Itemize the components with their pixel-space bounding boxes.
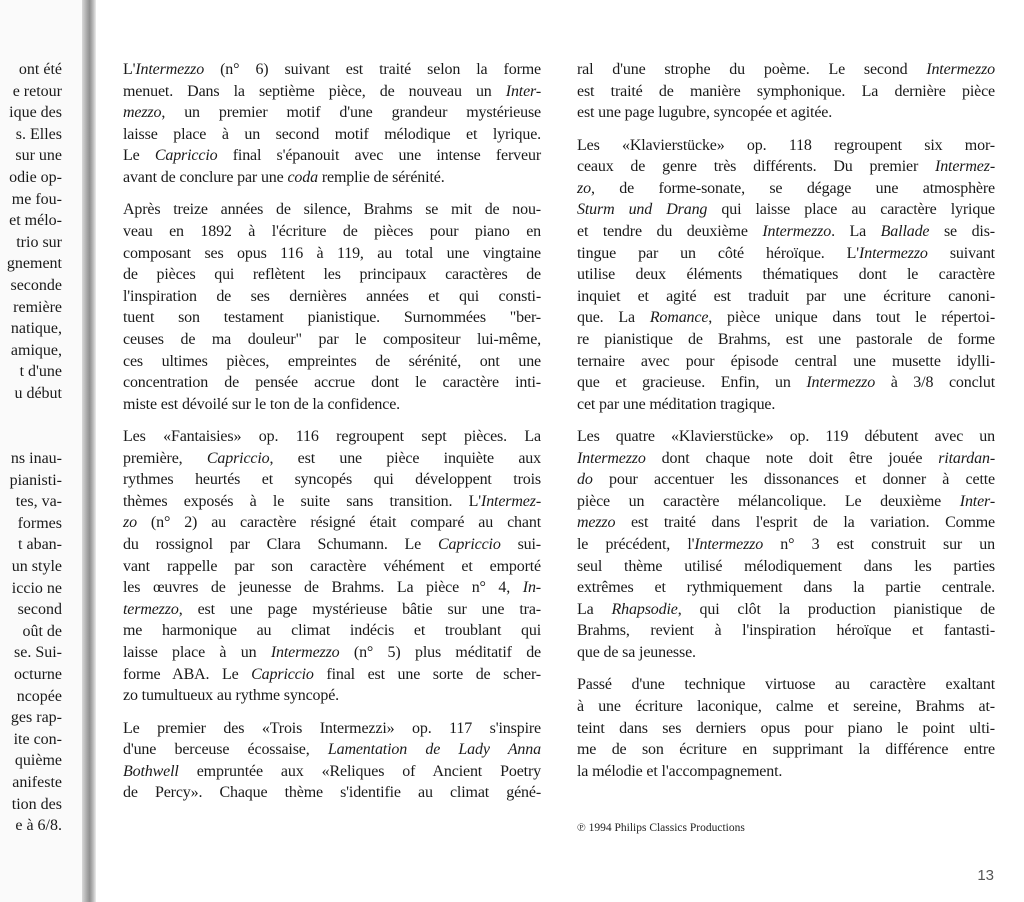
text-line: L'Intermezzo (n° 6) suivant est traité selon la forme — [123, 61, 541, 78]
facing-page-line: ges rap- — [10, 709, 62, 727]
text-line: composant ses opus 116 à 119, au total une vingtaine — [123, 244, 541, 262]
text-line: Brahms, revient à l'inspiration héroïque et fantasti- — [577, 622, 995, 640]
facing-page-line: trio sur — [16, 233, 62, 251]
text-line: la mélodie et l'accompagnement. — [577, 762, 783, 780]
facing-page-fragment — [0, 0, 84, 902]
text-line: que. La Romance, pièce unique dans tout le répertoi- — [577, 309, 995, 327]
text-line: zo (n° 2) au caractère résigné était comparé au chant — [123, 514, 541, 532]
facing-page-line: tes, va- — [15, 493, 62, 511]
text-line: que de sa jeunesse. — [577, 644, 696, 662]
text-line: vant rappelle par son caractère véhément et emporté — [123, 557, 541, 575]
facing-page-line: remière — [13, 298, 62, 316]
paragraph — [577, 674, 995, 782]
facing-page-line: seconde — [10, 276, 62, 294]
text-line: termezzo, est une page mystérieuse bâtie sur une tra- — [123, 600, 541, 618]
text-line: à une écriture laconique, calme et sereine, Brahms at- — [577, 698, 995, 716]
paragraph — [123, 718, 541, 804]
text-line: cet par une méditation tragique. — [577, 395, 776, 413]
text-line: zo, de forme-sonate, se dégage une atmosphère — [577, 179, 995, 197]
text-line: extrêmes et rythmiquement dans la partie centrale. — [577, 579, 995, 597]
text-line: est une page lugubre, syncopée et agitée. — [577, 104, 833, 122]
text-line: est traité de manière symphonique. La dernière pièce — [577, 82, 995, 100]
text-line: me harmonique au climat indécis et troublant qui — [123, 622, 541, 640]
facing-page-line: anifeste — [12, 773, 62, 791]
text-line: ces ultimes pièces, empreintes de sérénité, ont une — [123, 352, 541, 370]
facing-page-line: sur une — [15, 147, 62, 165]
text-line: inquiet et agité est traduit par une écriture canoni- — [577, 287, 995, 305]
text-line: avant de conclure par une coda remplie de sérénité. — [123, 168, 445, 186]
text-line: tingue par un côté héroïque. L'Intermezzo suivant — [577, 244, 995, 262]
facing-page-line: octurne — [14, 665, 62, 683]
facing-page-line: odie op- — [9, 168, 62, 186]
facing-page-line: et mélo- — [9, 212, 62, 230]
facing-page-line: se. Sui- — [14, 644, 62, 662]
text-column-right — [577, 59, 995, 793]
text-line: Les «Fantaisies» op. 116 regroupent sept pièces. La — [123, 428, 541, 446]
facing-page-line: e à 6/8. — [15, 817, 62, 835]
text-line: tuent son testament pianistique. Surnommées "ber- — [123, 309, 541, 327]
facing-page-line: ite con- — [13, 730, 62, 748]
text-column-left — [123, 59, 541, 815]
facing-page-line: ncopée — [16, 687, 62, 705]
text-line: Passé d'une technique virtuose au caractère exaltant — [577, 676, 995, 694]
paragraph — [577, 135, 995, 416]
facing-page-line: ont été — [18, 61, 62, 78]
facing-page-line: un style — [11, 557, 62, 575]
facing-page-line: s. Elles — [15, 125, 62, 143]
text-line: Intermezzo dont chaque note doit être jouée ritardan- — [577, 449, 995, 467]
facing-page-line: tion des — [11, 795, 62, 813]
text-line: Bothwell empruntée aux «Reliques of Ancient Poetry — [123, 762, 541, 780]
facing-page-line: t d'une — [19, 363, 62, 381]
text-line: concentration de pensée accrue dont le caractère inti- — [123, 374, 541, 392]
text-line: ceuses de ma douleur" par le compositeur lui-même, — [123, 330, 541, 348]
text-line: rythmes heurtés et syncopés qui développent trois — [123, 471, 541, 489]
facing-page-line: u début — [14, 384, 62, 402]
text-line: le précédent, l'Intermezzo n° 3 est construit sur un — [577, 536, 995, 554]
text-line: première, Capriccio, est une pièce inquiète aux — [123, 449, 541, 467]
text-line: zo tumultueux au rythme syncopé. — [123, 687, 340, 705]
text-line: La Rhapsodie, qui clôt la production pianistique de — [577, 600, 995, 618]
text-line: l'inspiration de ses dernières années et qui consti- — [123, 287, 541, 305]
text-line: mezzo, un premier motif d'une grandeur mystérieuse — [123, 104, 541, 122]
text-line: mezzo est traité dans l'esprit de la variation. Comme — [577, 514, 995, 532]
paragraph — [577, 59, 995, 124]
text-line: Sturm und Drang qui laisse place au caractère lyrique — [577, 201, 995, 219]
text-line: Les «Klavierstücke» op. 118 regroupent six mor- — [577, 136, 995, 154]
copyright-notice: ℗ 1994 Philips Classics Productions — [577, 822, 745, 834]
text-line: forme ABA. Le Capriccio final est une sorte de scher- — [123, 665, 541, 683]
facing-page-line: me fou- — [11, 190, 62, 208]
text-line: laisse place à un Intermezzo (n° 5) plus méditatif de — [123, 644, 541, 662]
facing-page-line: natique, — [10, 320, 62, 338]
text-line: de pièces qui reflètent les principaux caractères de — [123, 266, 541, 284]
facing-page-line: second — [17, 601, 62, 619]
text-line: seul thème utilisé mélodiquement dans les parties — [577, 557, 995, 575]
facing-page-line: gnement — [6, 255, 62, 273]
text-line: Après treize années de silence, Brahms se mit de nou- — [123, 201, 541, 219]
text-line: que et gracieuse. Enfin, un Intermezzo à 3/8 conclut — [577, 374, 995, 392]
text-line: ternaire avec pour épisode central une musette idylli- — [577, 352, 995, 370]
paragraph — [123, 59, 541, 189]
text-line: me de son écriture en supprimant la différence entre — [577, 741, 995, 759]
paragraph — [123, 426, 541, 707]
text-line: teint dans ses derniers opus pour piano le point ulti- — [577, 719, 995, 737]
facing-page-line: t aban- — [18, 536, 62, 554]
facing-page-text-top — [7, 59, 62, 405]
facing-page-line: e retour — [12, 82, 62, 100]
text-line: de Percy». Chaque thème s'identifie au climat géné- — [123, 784, 541, 802]
text-line: utilise deux éléments thématiques dont le caractère — [577, 266, 995, 284]
facing-page-line: iccio ne — [11, 579, 62, 597]
facing-page-text-bottom — [10, 448, 62, 837]
text-line: ceaux de genre très différents. Du premier Intermez- — [577, 158, 995, 176]
text-line: menuet. Dans la septième pièce, de nouveau un Inter- — [123, 82, 541, 100]
text-line: miste est dévoilé sur le ton de la confidence. — [123, 395, 401, 413]
facing-page-line: pianisti- — [9, 471, 62, 489]
text-line: Le Capriccio final s'épanouit avec une intense ferveur — [123, 147, 541, 165]
text-line: Le premier des «Trois Intermezzi» op. 117 s'inspire — [123, 719, 541, 737]
paragraph — [577, 426, 995, 664]
page-number: 13 — [977, 867, 994, 884]
facing-page-line: formes — [17, 514, 62, 532]
facing-page-line: oût de — [22, 622, 62, 640]
text-line: pièce un caractère mélancolique. Le deuxième Inter- — [577, 492, 995, 510]
text-line: re pianistique de Brahms, est une pastorale de forme — [577, 330, 995, 348]
booklet-page — [96, 0, 1024, 902]
facing-page-line: quième — [14, 752, 62, 770]
facing-page-line: ns inau- — [10, 450, 62, 467]
paragraph — [123, 199, 541, 415]
text-line: do pour accentuer les dissonances et donner à cette — [577, 471, 995, 489]
facing-page-line: ique des — [9, 104, 62, 122]
text-line: thèmes exposés à le suite sans transition. L'Intermez- — [123, 492, 541, 510]
text-line: du rossignol par Clara Schumann. Le Capriccio sui- — [123, 536, 541, 554]
text-line: et tendre du deuxième Intermezzo. La Ballade se dis- — [577, 222, 995, 240]
text-line: d'une berceuse écossaise, Lamentation de Lady Anna — [123, 741, 541, 759]
text-line: Les quatre «Klavierstücke» op. 119 débutent avec un — [577, 428, 995, 446]
text-line: laisse place à un second motif mélodique et lyrique. — [123, 125, 541, 143]
text-line: ral d'une strophe du poème. Le second Intermezzo — [577, 61, 995, 78]
text-line: veau en 1892 à l'écriture de pièces pour piano en — [123, 222, 541, 240]
text-line: les œuvres de jeunesse de Brahms. La pièce n° 4, In- — [123, 579, 541, 597]
facing-page-line: amique, — [10, 341, 62, 359]
book-gutter-fold — [82, 0, 96, 902]
